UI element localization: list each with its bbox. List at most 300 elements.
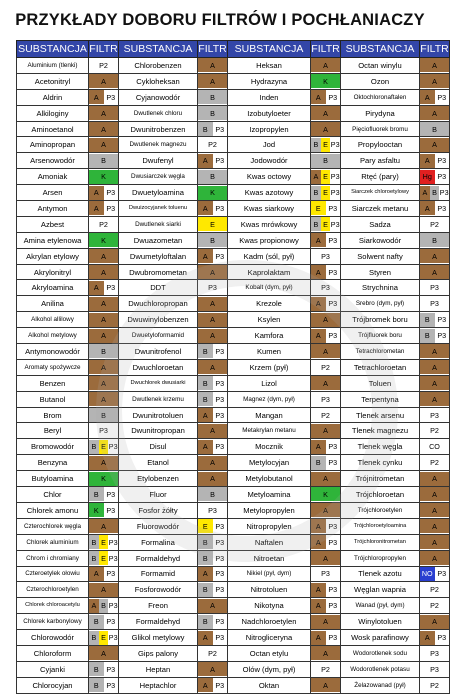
substance-cell: Jod (228, 137, 311, 153)
filter-cell (420, 407, 450, 423)
filter-code-a: A (89, 646, 118, 660)
filter-cell (89, 471, 119, 487)
filter-code-p3: P3 (213, 122, 228, 136)
filter-code-p3: P3 (104, 615, 119, 629)
filter-cell (89, 312, 119, 328)
filter-cell (89, 598, 119, 614)
filter-code-p3: P3 (104, 662, 119, 676)
table-row (17, 439, 450, 455)
table-row (17, 105, 450, 121)
filter-codes (311, 519, 340, 533)
substance-cell: Butanol (17, 391, 89, 407)
filter-code-a: A (89, 186, 104, 200)
substance-cell: Butyloamina (17, 471, 89, 487)
filter-code-p3: P3 (311, 392, 340, 406)
filter-codes (89, 201, 118, 215)
filter-codes (420, 233, 449, 247)
filter-cell (420, 614, 450, 630)
filter-cell (89, 630, 119, 646)
filter-code-a: A (89, 138, 118, 152)
filter-code-p2: P2 (420, 583, 449, 597)
filter-code-p3: P3 (213, 519, 228, 533)
filter-cell (420, 232, 450, 248)
filter-code-p3: P3 (330, 186, 340, 200)
filter-code-b: B (420, 329, 435, 343)
filter-cell (198, 185, 228, 201)
filter-codes (311, 503, 340, 517)
substance-cell: Wosk parafinowy (341, 630, 420, 646)
substance-cell: Rtęć (pary) (341, 169, 420, 185)
filter-code-a: A (198, 58, 227, 72)
substance-cell: Heksan (228, 58, 311, 74)
filter-codes (311, 487, 340, 501)
filter-codes (198, 297, 227, 311)
substance-cell: Dwuwinylobenzen (119, 312, 198, 328)
filter-codes (311, 74, 340, 88)
filter-codes (198, 646, 227, 660)
filter-codes (311, 376, 340, 390)
filter-cell (420, 661, 450, 677)
table-row (17, 232, 450, 248)
filter-code-e: E (321, 138, 331, 152)
filter-cell (311, 105, 341, 121)
substance-cell: Pięciofluorek bromu (341, 121, 420, 137)
filter-code-b: B (89, 487, 104, 501)
substance-cell: Octan etylu (228, 645, 311, 661)
substance-cell: Lizol (228, 375, 311, 391)
filter-code-a: A (89, 74, 118, 88)
table-row (17, 534, 450, 550)
substance-cell: Tetrachloroetan (341, 359, 420, 375)
filter-code-p3: P3 (104, 503, 119, 517)
filter-code-a: A (89, 122, 118, 136)
filter-cell (420, 582, 450, 598)
filter-cell (420, 185, 450, 201)
filter-code-b: B (311, 154, 340, 168)
filter-cell (198, 58, 228, 74)
filter-code-e: E (311, 201, 326, 215)
filter-codes (311, 344, 340, 358)
filter-codes (198, 265, 227, 279)
substance-cell: Kaprolaktam (228, 264, 311, 280)
filter-codes (89, 233, 118, 247)
filter-code-a: A (420, 631, 435, 645)
substance-cell: Toluen (341, 375, 420, 391)
filter-codes (311, 281, 340, 295)
filter-code-p3: P3 (326, 233, 341, 247)
table-row (17, 264, 450, 280)
table-row (17, 487, 450, 503)
filter-code-p3: P3 (420, 408, 449, 422)
table-row (17, 614, 450, 630)
filter-cell (311, 645, 341, 661)
filter-codes (198, 408, 227, 422)
filter-cell (420, 455, 450, 471)
substance-cell: Nitrotoluen (228, 582, 311, 598)
filter-cell (89, 73, 119, 89)
filter-cell (198, 518, 228, 534)
filter-code-a: A (198, 249, 213, 263)
filter-code-p3: P3 (104, 567, 119, 581)
filter-cell (198, 296, 228, 312)
filter-code-p3: P3 (213, 535, 228, 549)
table-header-row (17, 41, 450, 58)
filter-codes (311, 217, 340, 231)
table-row (17, 598, 450, 614)
filter-cell (198, 216, 228, 232)
filter-cell (198, 487, 228, 503)
filter-codes (89, 599, 118, 613)
substance-cell: Dwumetyloftalan (119, 248, 198, 264)
filter-cell (198, 248, 228, 264)
filter-cell (198, 201, 228, 217)
table-row (17, 630, 450, 646)
filter-cell (311, 201, 341, 217)
filter-code-a: A (420, 551, 449, 565)
filter-code-a: A (198, 265, 227, 279)
filter-code-a: A (311, 313, 340, 327)
substance-cell: Dwunitropropan (119, 423, 198, 439)
substance-cell: Dwutlenek magnezu (119, 137, 198, 153)
filter-code-p3: P3 (420, 662, 449, 676)
header-substance: SUBSTANCJA (341, 41, 420, 58)
filter-codes (198, 313, 227, 327)
filter-cell (420, 359, 450, 375)
filter-code-a: A (420, 535, 449, 549)
filter-codes (198, 329, 227, 343)
table-row (17, 645, 450, 661)
filter-code-b: B (198, 90, 227, 104)
substance-cell: Styren (341, 264, 420, 280)
filter-cell (311, 375, 341, 391)
filter-codes (198, 233, 227, 247)
filter-cell (311, 566, 341, 582)
filter-cell (311, 391, 341, 407)
table-row (17, 518, 450, 534)
substance-cell: Formalina (119, 534, 198, 550)
table-row (17, 455, 450, 471)
filter-code-a: A (311, 440, 326, 454)
filter-cell (311, 312, 341, 328)
substance-cell: Tlenek azotu (341, 566, 420, 582)
substance-cell: Tlenek magnezu (341, 423, 420, 439)
substance-cell: Nitropropylen (228, 518, 311, 534)
filter-code-a: A (420, 615, 449, 629)
substance-cell: Trójchloronitrometan (341, 534, 420, 550)
filter-cell (420, 137, 450, 153)
filter-cell (420, 264, 450, 280)
filter-code-a: A (420, 344, 449, 358)
filter-codes (198, 472, 227, 486)
filter-code-p2: P2 (89, 217, 118, 231)
filter-cell (89, 169, 119, 185)
filter-codes (311, 170, 340, 184)
substance-cell: Glikol metylowy (119, 630, 198, 646)
filter-code-b: B (99, 599, 109, 613)
filter-codes (311, 122, 340, 136)
filter-codes (311, 615, 340, 629)
substance-cell: Akrylonitryl (17, 264, 89, 280)
filter-code-a: A (311, 170, 321, 184)
filter-codes (420, 424, 449, 438)
substance-cell: Ozon (341, 73, 420, 89)
filter-code-a: A (198, 201, 213, 215)
filter-cell (311, 248, 341, 264)
filter-codes (89, 360, 118, 374)
filter-cell (89, 153, 119, 169)
filter-codes (89, 217, 118, 231)
filter-code-a: A (89, 297, 118, 311)
filter-cell (311, 169, 341, 185)
filter-code-a: A (311, 122, 340, 136)
filter-cell (420, 550, 450, 566)
table-row (17, 566, 450, 582)
filter-code-e: E (99, 551, 109, 565)
filter-code-a: A (89, 360, 118, 374)
filter-codes (311, 186, 340, 200)
substance-cell: Trójchloroetylen (341, 502, 420, 518)
filter-code-p3: P3 (213, 408, 228, 422)
substance-cell: Krzem (pył) (228, 359, 311, 375)
filter-code-a: A (198, 567, 213, 581)
filter-code-p3: P3 (198, 503, 227, 517)
filter-cell (311, 296, 341, 312)
filter-codes (89, 408, 118, 422)
substance-cell: Kwas azotowy (228, 185, 311, 201)
filter-cell (420, 201, 450, 217)
filter-code-b: B (311, 138, 321, 152)
filter-codes (311, 646, 340, 660)
substance-cell: Cyjanowodór (119, 89, 198, 105)
substance-cell: Nikotyna (228, 598, 311, 614)
filter-codes (420, 503, 449, 517)
substance-cell: Akrylan etylowy (17, 248, 89, 264)
filter-code-p3: P3 (213, 249, 228, 263)
substance-cell: Mangan (228, 407, 311, 423)
filter-codes (311, 154, 340, 168)
filter-codes (420, 599, 449, 613)
filter-cell (198, 391, 228, 407)
filter-cell (420, 677, 450, 693)
header-filter: FILTR (420, 41, 450, 58)
filter-codes (89, 646, 118, 660)
filter-codes (420, 217, 449, 231)
filter-cell (420, 598, 450, 614)
filter-code-k: K (89, 503, 104, 517)
filter-cell (311, 359, 341, 375)
filter-cell (198, 471, 228, 487)
table-row (17, 137, 450, 153)
filter-codes (420, 678, 449, 692)
filter-code-a: A (89, 567, 104, 581)
filter-code-b: B (89, 154, 118, 168)
filter-code-p3: P3 (108, 440, 118, 454)
filter-codes (198, 535, 227, 549)
substance-cell: Magnez (dym, pył) (228, 391, 311, 407)
filter-codes (198, 106, 227, 120)
filter-cell (311, 137, 341, 153)
substance-cell: Fluorowodór (119, 518, 198, 534)
filter-code-a: A (311, 599, 326, 613)
table-row (17, 312, 450, 328)
filter-codes (198, 678, 227, 692)
filter-code-e: E (198, 519, 213, 533)
filter-cell (89, 232, 119, 248)
filter-cell (89, 58, 119, 74)
filter-codes (89, 615, 118, 629)
filter-code-a: A (198, 472, 227, 486)
table-row (17, 121, 450, 137)
filter-code-b: B (198, 535, 213, 549)
filter-codes (420, 58, 449, 72)
filter-codes (89, 74, 118, 88)
filter-code-p3: P3 (330, 138, 340, 152)
filter-cell (311, 232, 341, 248)
filter-cell (198, 264, 228, 280)
substance-cell: Propylooctan (341, 137, 420, 153)
substance-cell: Nadchloroetylen (228, 614, 311, 630)
filter-codes (89, 631, 118, 645)
substance-cell: Akryloamina (17, 280, 89, 296)
filter-codes (311, 360, 340, 374)
filter-code-a: A (89, 281, 104, 295)
filter-code-p2: P2 (311, 662, 340, 676)
filter-codes (89, 329, 118, 343)
substance-cell: Freon (119, 598, 198, 614)
filter-code-a: A (420, 106, 449, 120)
filter-code-b: B (198, 376, 213, 390)
filter-codes (420, 472, 449, 486)
substance-cell: Terpentyna (341, 391, 420, 407)
filter-code-p3: P3 (213, 615, 228, 629)
filter-cell (420, 534, 450, 550)
substance-cell: Acetonitryl (17, 73, 89, 89)
substance-cell: Formaldehyd (119, 614, 198, 630)
header-filter: FILTR (311, 41, 341, 58)
filter-cell (311, 598, 341, 614)
filter-table (16, 40, 450, 694)
filter-cell (198, 312, 228, 328)
substance-cell: Trójchloropropylen (341, 550, 420, 566)
filter-cell (89, 185, 119, 201)
filter-codes (198, 201, 227, 215)
substance-cell: Trójbromek boru (341, 312, 420, 328)
filter-code-a: A (198, 599, 227, 613)
substance-cell: Metakrylan metanu (228, 423, 311, 439)
filter-codes (311, 662, 340, 676)
filter-codes (311, 583, 340, 597)
filter-code-b: B (198, 392, 213, 406)
filter-codes (420, 249, 449, 263)
filter-code-a: A (89, 90, 104, 104)
filter-codes (420, 154, 449, 168)
filter-code-a: A (198, 313, 227, 327)
filter-code-a: A (311, 631, 326, 645)
substance-cell: Bromowodór (17, 439, 89, 455)
table-row (17, 423, 450, 439)
filter-cell (198, 407, 228, 423)
filter-code-b: B (420, 313, 435, 327)
filter-code-b: B (89, 344, 118, 358)
filter-cell (420, 630, 450, 646)
substance-cell: Trójchloroetan (341, 487, 420, 503)
filter-code-p3: P3 (108, 599, 118, 613)
substance-cell: Kwas siarkowy (228, 201, 311, 217)
filter-codes (198, 456, 227, 470)
filter-cell (198, 677, 228, 693)
substance-cell: Anilina (17, 296, 89, 312)
filter-code-p3: P3 (213, 201, 228, 215)
filter-code-a: A (311, 106, 340, 120)
filter-cell (311, 280, 341, 296)
filter-codes (89, 344, 118, 358)
filter-cell (89, 614, 119, 630)
substance-cell: Dwuchloroetan (119, 359, 198, 375)
filter-code-a: A (420, 472, 449, 486)
filter-code-p3: P3 (435, 201, 450, 215)
filter-codes (311, 265, 340, 279)
substance-cell: Arsenowodór (17, 153, 89, 169)
filter-code-k: K (311, 74, 340, 88)
filter-code-hg: Hg (420, 170, 435, 184)
filter-codes (420, 631, 449, 645)
substance-cell: Strychnina (341, 280, 420, 296)
filter-code-p3: P3 (435, 329, 450, 343)
table-row (17, 344, 450, 360)
substance-cell: Fosfor żółty (119, 502, 198, 518)
filter-cell (198, 153, 228, 169)
table-row (17, 153, 450, 169)
filter-cell (311, 582, 341, 598)
filter-cell (89, 359, 119, 375)
filter-cell (198, 439, 228, 455)
filter-codes (311, 329, 340, 343)
substance-cell: Alkiloginy (17, 105, 89, 121)
filter-code-p2: P2 (198, 646, 227, 660)
substance-cell: Kwas octowy (228, 169, 311, 185)
filter-code-p3: P3 (104, 487, 119, 501)
filter-codes (198, 599, 227, 613)
substance-cell: Kumen (228, 344, 311, 360)
filter-codes (198, 170, 227, 184)
filter-cell (198, 645, 228, 661)
filter-codes (89, 662, 118, 676)
filter-code-b: B (311, 456, 326, 470)
filter-code-p3: P3 (330, 217, 340, 231)
substance-cell: Nikiel (pył, dym) (228, 566, 311, 582)
filter-cell (420, 439, 450, 455)
substance-cell: Dwusiarczek węgla (119, 169, 198, 185)
substance-cell: Dwunitrofenol (119, 344, 198, 360)
filter-codes (89, 138, 118, 152)
filter-code-p2: P2 (420, 217, 449, 231)
substance-cell: Pirydyna (341, 105, 420, 121)
filter-codes (198, 186, 227, 200)
filter-codes (198, 90, 227, 104)
filter-code-p3: P3 (213, 344, 228, 358)
filter-codes (420, 281, 449, 295)
filter-cell (420, 296, 450, 312)
substance-cell: Dwuetyloamina (119, 185, 198, 201)
substance-cell: Chloroform (17, 645, 89, 661)
filter-cell (198, 359, 228, 375)
filter-code-a: A (89, 583, 118, 597)
substance-cell: Aluminium (tlenki) (17, 58, 89, 74)
substance-cell: Dwutlenek chloru (119, 105, 198, 121)
filter-cell (198, 455, 228, 471)
filter-codes (198, 487, 227, 501)
filter-code-e: E (99, 631, 109, 645)
